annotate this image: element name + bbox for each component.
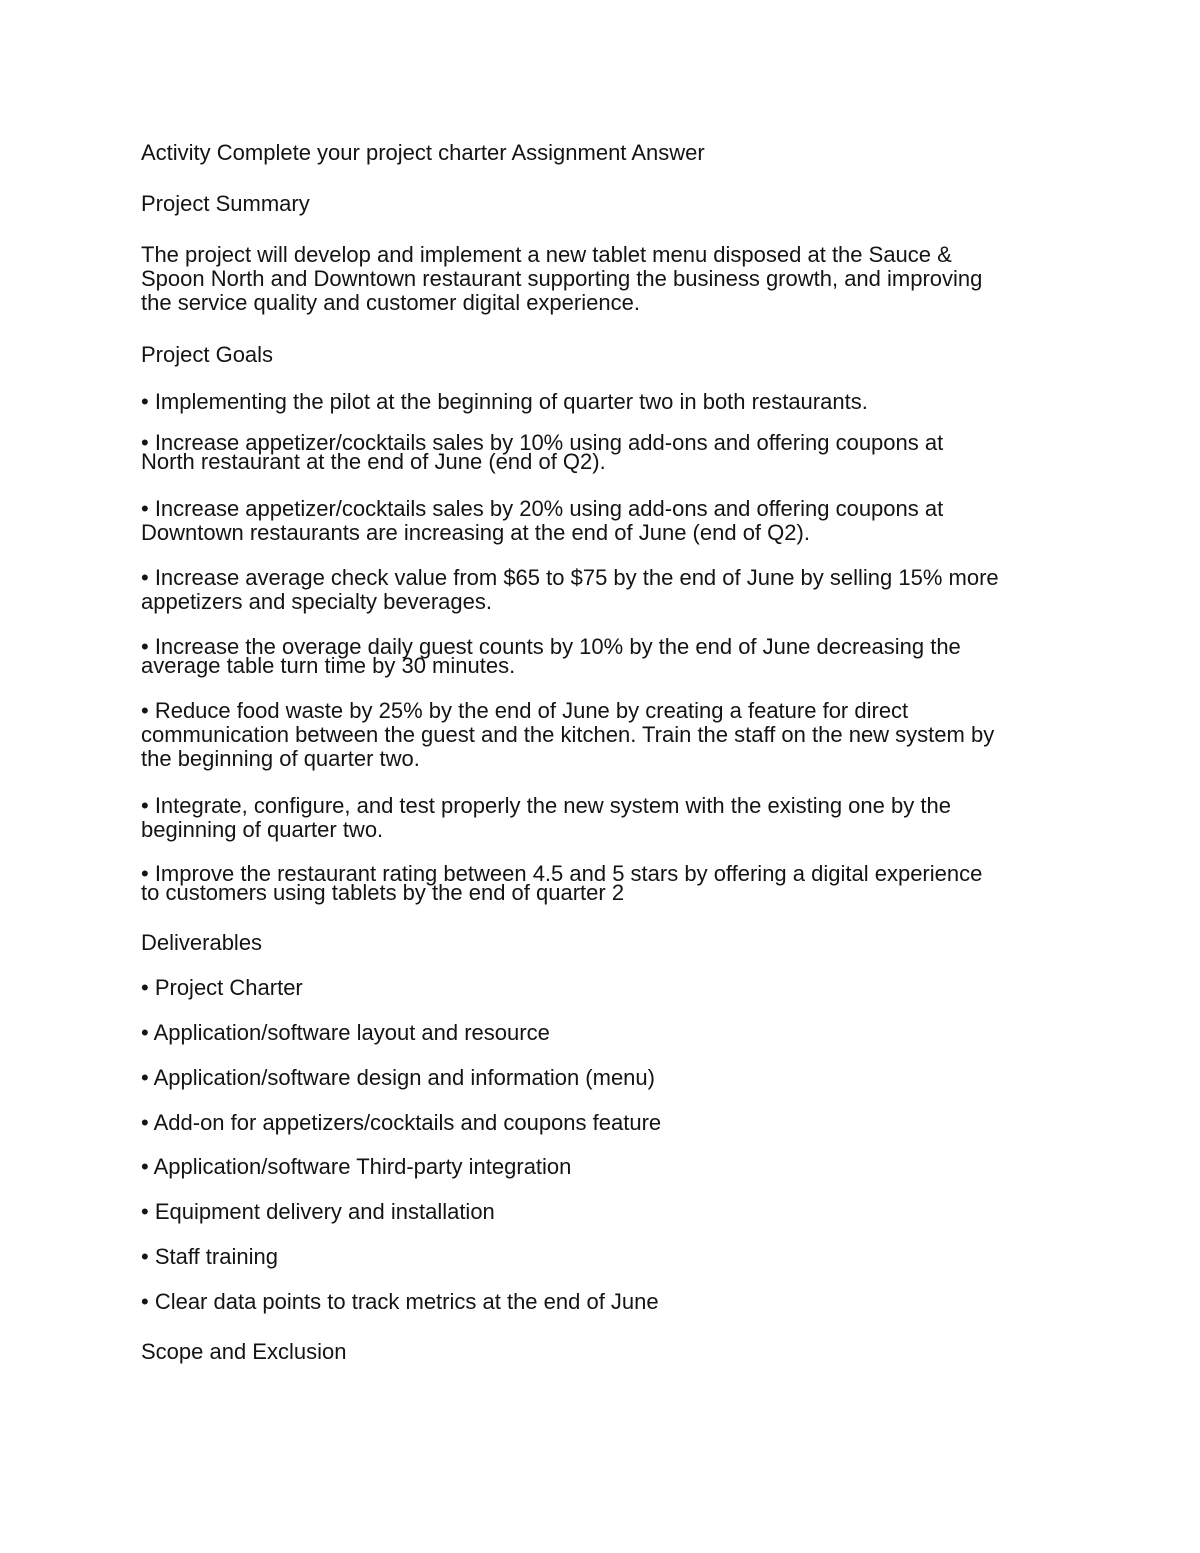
- goal-item: • Increase average check value from $65 to $75 by the end of June by selling 15% more appetizers and specialty beverages.: [141, 565, 999, 614]
- section-heading-goals: Project Goals: [141, 342, 274, 367]
- goal-item: • Reduce food waste by 25% by the end of June by creating a feature for direct communication between the guest and the kitchen. Train the staff on the new system by the beginning of quarter two.: [141, 698, 995, 771]
- section-heading-deliverables: Deliverables: [141, 930, 263, 955]
- goal-item: • Increase appetizer/cocktails sales by 20% using add-ons and offering coupons at Downtown restaurants are increasing at the end of June (end of Q2).: [141, 496, 944, 545]
- deliverable-item: • Clear data points to track metrics at the end of June: [141, 1289, 659, 1314]
- goal-item: • Increase appetizer/cocktails sales by 10% using add-ons and offering coupons at North restaurant at the end of June (end of Q2).: [141, 430, 944, 474]
- goal-item: • Implementing the pilot at the beginning of quarter two in both restaurants.: [141, 389, 868, 414]
- summary-paragraph: The project will develop and implement a new tablet menu disposed at the Sauce & Spoon North and Downtown restaurant supporting the business growth, and improving the service quality and customer digital experience.: [141, 242, 983, 315]
- deliverable-item: • Project Charter: [141, 975, 303, 1000]
- goal-item: • Integrate, configure, and test properly the new system with the existing one by the beginning of quarter two.: [141, 793, 951, 842]
- deliverable-item: • Application/software design and information (menu): [141, 1065, 655, 1090]
- goal-item: • Increase the overage daily guest counts by 10% by the end of June decreasing the average table turn time by 30 minutes.: [141, 634, 961, 678]
- document-title: Activity Complete your project charter Assignment Answer: [141, 140, 705, 165]
- goal-item: • Improve the restaurant rating between 4.5 and 5 stars by offering a digital experience to customers using tablets by the end of quarter 2: [141, 861, 983, 905]
- deliverable-item: • Application/software Third-party integration: [141, 1154, 572, 1179]
- deliverable-item: • Add-on for appetizers/cocktails and coupons feature: [141, 1110, 662, 1135]
- deliverable-item: • Application/software layout and resource: [141, 1020, 550, 1045]
- section-heading-scope: Scope and Exclusion: [141, 1339, 347, 1364]
- section-heading-summary: Project Summary: [141, 191, 310, 216]
- deliverable-item: • Staff training: [141, 1244, 278, 1269]
- deliverable-item: • Equipment delivery and installation: [141, 1199, 495, 1224]
